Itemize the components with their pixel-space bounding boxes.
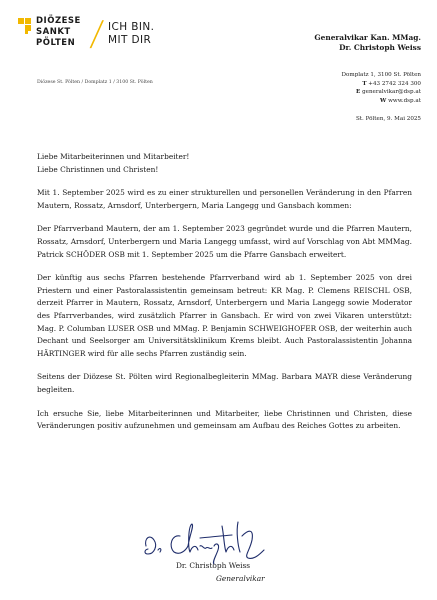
address-phone [342,80,421,89]
paragraph-2: Der Pfarrverband Mautern, der am 1. September 2023 gegründet wurde und die Pfarren Mautern, Rossatz, Arnsdorf, Unterbergern und Maria Langegg umfasst, wird auf Vorschlag von Abt MMMag. Patrick SCHÖDER OSB mit 1. September 2025 um die Pfarre Gansbach erweitert. [37,224,412,259]
diocese-logo [18,16,214,64]
contact-address [342,71,421,105]
phone-label: T [362,80,367,87]
logo-slash-mark: / [88,14,106,54]
cross-logo-icon [18,18,32,34]
signatory-name: Dr. Christoph Weiss [176,561,251,570]
email-address: generalvikar@dsp.at [362,89,421,96]
paragraph-3: Der künftig aus sechs Pfarren bestehende Pfarrverband wird ab 1. September 2025 von drei Priestern und einer Pastoralassistentin gemeinsam betreut: KR Mag. P. Clemens REISCHL OSB, derzeit Pfarrer in Mautern, Rossatz, Arnsdorf, Unterbergern und Maria Langegg sowie Moderator des Pfarrverbandes, wird zusätzlich Pfarrer in Gansbach. Er wird von zwei Vikaren unterstützt: Mag. P. Columban LUSER OSB und MMag. P. Benjamin SCHWEIGHOFER OSB, der weiterhin auch Dechant und Seelsorger am Universitätsklinikum Krems bleibt. Auch Pastoralassistentin Johanna HÄRTINGER wird für alle sechs Pfarren zuständig sein. [37,273,412,358]
email-label: E [356,89,361,96]
address-street: Domplatz 1, 3100 St. Pölten [341,72,421,78]
address-web [342,97,421,106]
paragraph-4: Seitens der Diözese St. Pölten wird Regionalbegleiterin MMag. Barbara MAYR diese Veränderung begleiten. [37,372,412,394]
web-address: www.dsp.at [388,97,421,104]
recipient-title: Generalvikar Kan. MMag. [314,33,421,42]
logo-motto-line2: MIT DIR [108,34,152,46]
salutation-line2: Liebe Christinnen und Christen! [37,164,159,174]
salutation [37,151,412,176]
recipient-name: Dr. Christoph Weiss [339,43,421,52]
logo-motto-line1: ICH BIN. [108,21,155,33]
logo-text-line3: PÖLTEN [36,38,76,48]
handwritten-signature [140,516,270,566]
logo-text-line2: SANKT [36,27,71,37]
signatory-title: Generalvikar [216,574,265,583]
phone-number: +43 2742 324 300 [368,80,421,87]
address-email [342,88,421,97]
letter-date: St. Pölten, 9. Mai 2025 [355,116,421,122]
salutation-line1: Liebe Mitarbeiterinnen und Mitarbeiter! [37,152,190,161]
paragraph-1: Mit 1. September 2025 wird es zu einer strukturellen und personellen Veränderung in den Pfarren Mautern, Rossatz, Arnsdorf, Unterbergern, Maria Langegg und Gansbach kommen: [37,188,412,210]
letter-body [37,151,412,433]
sender-return-address: Diözese St. Pölten / Domplatz 1 / 3100 St. Pölten [37,80,153,85]
paragraph-5: Ich ersuche Sie, liebe Mitarbeiterinnen und Mitarbeiter, liebe Christinnen und Christen, diese Veränderungen positiv aufzunehmen und gemeinsam am Aufbau des Reiches Gottes zu arbeiten. [37,408,412,431]
recipient-block [314,33,421,53]
logo-text-line1: DIÖZESE [36,16,81,26]
web-label: W [380,97,387,104]
